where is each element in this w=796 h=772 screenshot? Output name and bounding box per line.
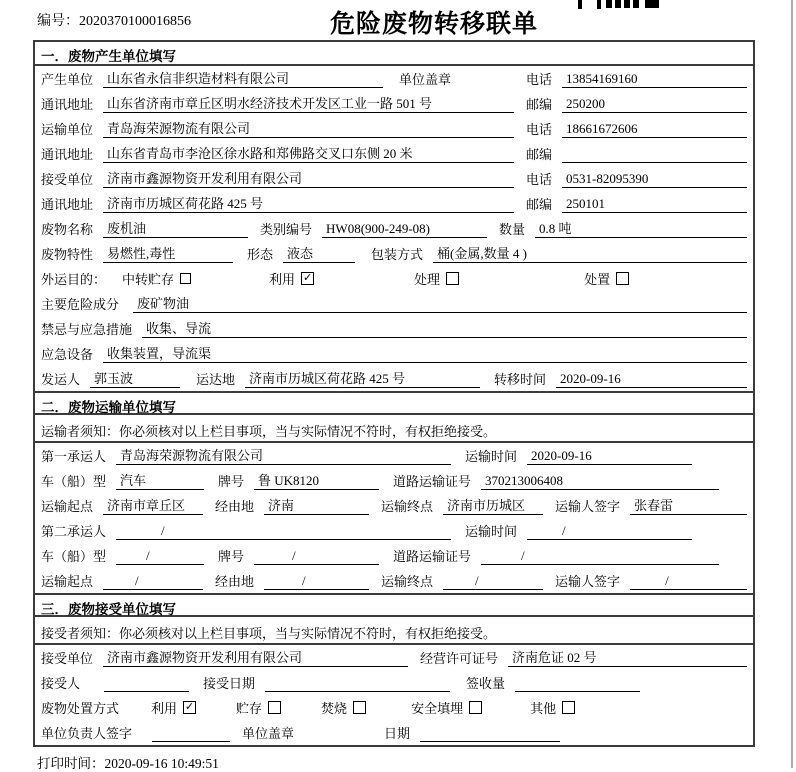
route2-sign-label: 运输人签字: [555, 574, 621, 589]
document-title: 危险废物转移联单: [330, 11, 539, 38]
destination-value: 济南市历城区荷花路 425 号: [245, 368, 480, 388]
hazard-component-row: [35, 291, 753, 316]
waste-name-label: 废物名称: [41, 222, 94, 237]
producer-zip-label: 邮编: [525, 97, 552, 112]
producer-phone-label: 电话: [525, 72, 552, 87]
producer-address-row: [35, 91, 753, 116]
transfer-time-label: 转移时间: [494, 372, 547, 387]
destination-label: 运达地: [196, 372, 236, 387]
receiver-label: 接受单位: [41, 172, 94, 187]
disposal-option-label: 安全填埋: [411, 701, 464, 716]
receiver-zip-value: 250101: [562, 196, 747, 213]
accept-unit-value: 济南市鑫源物资开发利用有限公司: [103, 647, 408, 667]
responsible-sign-value: [152, 741, 230, 742]
carrier-label: 运输单位: [41, 122, 94, 137]
disposal-option-landfill: [411, 698, 482, 717]
producer-row: [35, 66, 753, 91]
disposal-option-utilize: [151, 698, 196, 717]
packing-value: 桶(金属,数量 4 ): [433, 243, 747, 263]
vehicle1-type-value: 汽车: [116, 470, 204, 490]
route2-sign-value: /: [630, 573, 747, 590]
purpose-option-label: 利用: [269, 272, 296, 287]
carrier-address-label: 通讯地址: [41, 147, 94, 162]
receiver-value: 济南市鑫源物资开发利用有限公司: [103, 168, 514, 188]
waste-qty-value: 0.8 吨: [535, 218, 747, 238]
taboo-measures-row: [35, 316, 753, 341]
transporter-notice: 运输者须知：你必须核对以上栏目事项，当与实际情况不符时，有权拒绝接受。: [35, 415, 753, 443]
route2-end-value: /: [443, 573, 543, 590]
sender-row: [35, 366, 753, 391]
section3-header: 三．废物接受单位填写: [35, 593, 753, 617]
document-serial: [37, 10, 191, 30]
waste-category-value: HW08(900-249-08): [322, 221, 487, 238]
first-carrier-value: 青岛海荣源物流有限公司: [116, 445, 451, 465]
waste-form-label: 形态: [247, 247, 274, 262]
second-carrier-label: 第二承运人: [41, 524, 107, 539]
waste-form-value: 液态: [283, 243, 355, 263]
producer-address-value: 山东省济南市章丘区明水经济技术开发区工业一路 501 号: [103, 93, 514, 113]
purpose-option-transfer-storage: [122, 269, 191, 288]
route1-end-value: 济南市历城区: [443, 495, 543, 515]
packing-label: 包装方式: [371, 247, 424, 262]
waste-property-row: [35, 241, 753, 266]
carrier-value: 青岛海荣源物流有限公司: [103, 118, 514, 138]
transfer-purpose-label: 外运目的：: [41, 272, 107, 287]
accept-person-row: [35, 670, 753, 695]
received-amount-value: [515, 691, 640, 692]
section1-header: 一．废物产生单位填写: [35, 42, 753, 66]
serial-label: 编号：: [37, 14, 79, 29]
first-carrier-row: [35, 443, 753, 468]
disposal-option-label: 利用: [151, 701, 178, 716]
purpose-option-label: 处理: [414, 272, 441, 287]
page-edge-line: [791, 0, 793, 768]
vehicle2-row: [35, 543, 753, 568]
sender-value: 郭玉波: [90, 368, 180, 388]
road-license2-label: 道路运输证号: [393, 549, 472, 564]
checkbox-transfer-storage: [180, 273, 191, 284]
second-carrier-value: /: [116, 523, 451, 540]
vehicle2-type-value: /: [116, 548, 204, 565]
road-license2-value: /: [481, 548, 719, 565]
sender-label: 发运人: [41, 372, 81, 387]
vehicle1-row: [35, 468, 753, 493]
carrier-phone-label: 电话: [525, 122, 552, 137]
carrier-address-row: [35, 141, 753, 166]
accept-unit-row: [35, 645, 753, 670]
waste-name-row: [35, 216, 753, 241]
responsible-sign-label: 单位负责人签字: [41, 726, 133, 741]
operating-license-value: 济南危证 02 号: [508, 647, 747, 667]
receiver-notice: 接受者须知：你必须核对以上栏目事项，当与实际情况不符时，有权拒绝接受。: [35, 617, 753, 645]
route1-end-label: 运输终点: [381, 499, 434, 514]
receiver-zip-label: 邮编: [525, 197, 552, 212]
cutoff-stamp-fragment: [578, 0, 659, 9]
receiver-phone-value: 0531-82095390: [562, 171, 747, 188]
purpose-option-utilize: [269, 269, 314, 288]
route1-row: [35, 493, 753, 518]
disposal-option-other: [530, 698, 575, 717]
print-time: [37, 752, 219, 772]
plate1-label: 牌号: [218, 474, 245, 489]
route1-start-value: 济南市章丘区: [103, 495, 203, 515]
checkbox-disposal-storage: [268, 701, 281, 714]
carrier-address-value: 山东省青岛市李沧区徐水路和郑佛路交叉口东侧 20 米: [103, 143, 514, 163]
received-amount-label: 签收量: [466, 676, 506, 691]
transfer-form: [33, 40, 755, 747]
accept-date-label: 接受日期: [203, 676, 256, 691]
disposal-option-label: 焚烧: [321, 701, 348, 716]
emergency-equipment-label: 应急设备: [41, 347, 94, 362]
checkbox-disposal-incinerate: [353, 701, 366, 714]
transfer-time-value: 2020-09-16: [556, 371, 747, 388]
receiver-address-row: [35, 191, 753, 216]
first-carrier-label: 第一承运人: [41, 449, 107, 464]
print-time-label: 打印时间：: [37, 756, 105, 771]
route2-start-label: 运输起点: [41, 574, 94, 589]
route2-start-value: /: [103, 573, 203, 590]
print-time-value: 2020-09-16 10:49:51: [104, 756, 219, 771]
road-license1-label: 道路运输证号: [393, 474, 472, 489]
producer-zip-value: 250200: [562, 96, 747, 113]
taboo-measures-value: 收集、导流: [142, 318, 747, 338]
purpose-option-treat: [414, 269, 459, 288]
route2-via-label: 经由地: [215, 574, 255, 589]
producer-seal-label: 单位盖章: [399, 72, 452, 87]
disposal-option-incinerate: [321, 698, 366, 717]
responsible-sign-row: [35, 720, 753, 745]
checkbox-treat: [446, 272, 459, 285]
unit-seal-label: 单位盖章: [242, 726, 295, 741]
producer-label: 产生单位: [41, 72, 94, 87]
accept-person-value: [104, 691, 189, 692]
waste-name-value: 废机油: [103, 218, 248, 238]
checkbox-disposal-utilize: ✓: [184, 700, 195, 713]
transport-time2-value: /: [527, 523, 692, 540]
disposal-option-label: 贮存: [236, 701, 263, 716]
disposal-option-storage: [236, 698, 281, 717]
receiver-row: [35, 166, 753, 191]
disposal-method-label: 废物处置方式: [41, 701, 120, 716]
transport-time-label: 运输时间: [465, 449, 518, 464]
taboo-measures-label: 禁忌与应急措施: [41, 322, 133, 337]
hazard-component-value: 废矿物油: [133, 293, 747, 313]
receiver-address-value: 济南市历城区荷花路 425 号: [103, 193, 514, 213]
route1-sign-label: 运输人签字: [555, 499, 621, 514]
purpose-option-dispose: [584, 269, 629, 288]
carrier-zip-label: 邮编: [525, 147, 552, 162]
disposal-option-label: 其他: [530, 701, 557, 716]
purpose-option-label: 中转贮存: [122, 272, 175, 287]
route2-row: [35, 568, 753, 593]
route1-start-label: 运输起点: [41, 499, 94, 514]
receiver-address-label: 通讯地址: [41, 197, 94, 212]
carrier-phone-value: 18661672606: [562, 121, 747, 138]
carrier-row: [35, 116, 753, 141]
producer-value: 山东省永信非织造材料有限公司: [103, 68, 383, 88]
hazard-component-label: 主要危险成分: [41, 297, 120, 312]
plate2-value: /: [254, 548, 379, 565]
route1-via-value: 济南: [264, 495, 369, 515]
waste-category-label: 类别编号: [260, 222, 313, 237]
vehicle2-type-label: 车（船）型: [41, 549, 107, 564]
stamp-box-glyph-icon: [578, 0, 601, 9]
stamp-block-glyph-icon: [645, 0, 659, 8]
vehicle1-type-label: 车（船）型: [41, 474, 107, 489]
serial-number: 2020370100016856: [79, 14, 191, 29]
waste-property-label: 废物特性: [41, 247, 94, 262]
waste-property-value: 易燃性,毒性: [103, 243, 233, 263]
route1-sign-value: 张春雷: [630, 495, 747, 515]
receiver-phone-label: 电话: [525, 172, 552, 187]
sign-date-label: 日期: [384, 726, 411, 741]
sign-date-value: [420, 741, 560, 742]
transfer-purpose-row: [35, 266, 753, 291]
route2-end-label: 运输终点: [381, 574, 434, 589]
disposal-method-row: [35, 695, 753, 720]
emergency-equipment-row: [35, 341, 753, 366]
producer-phone-value: 13854169160: [562, 71, 747, 88]
transport-time-value: 2020-09-16: [527, 448, 692, 465]
producer-address-label: 通讯地址: [41, 97, 94, 112]
route2-via-value: /: [264, 573, 369, 590]
checkbox-dispose: [616, 272, 629, 285]
plate2-label: 牌号: [218, 549, 245, 564]
transport-time2-label: 运输时间: [465, 524, 518, 539]
checkbox-disposal-landfill: [469, 701, 482, 714]
purpose-option-label: 处置: [584, 272, 611, 287]
accept-person-label: 接受人: [41, 676, 81, 691]
accept-date-value: [265, 691, 450, 692]
operating-license-label: 经营许可证号: [420, 651, 499, 666]
carrier-zip-value: [562, 162, 747, 163]
checkbox-disposal-other: [562, 701, 575, 714]
plate1-value: 鲁 UK8120: [254, 470, 379, 490]
checkbox-utilize: ✓: [302, 271, 313, 284]
waste-qty-label: 数量: [499, 222, 526, 237]
second-carrier-row: [35, 518, 753, 543]
stamp-bar-glyph-icon: [606, 0, 640, 8]
emergency-equipment-value: 收集装置，导流渠: [103, 343, 747, 363]
accept-unit-label: 接受单位: [41, 651, 94, 666]
section2-header: 二．废物运输单位填写: [35, 391, 753, 415]
route1-via-label: 经由地: [215, 499, 255, 514]
road-license1-value: 370213006408: [481, 473, 719, 490]
